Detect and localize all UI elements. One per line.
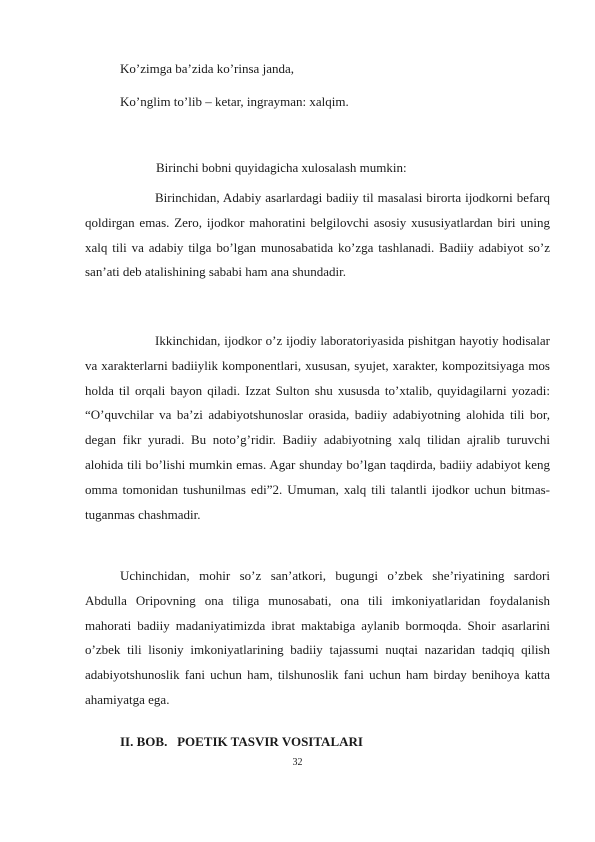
chapter-heading: II. BOB. POETIK TASVIR VOSITALARI	[120, 734, 363, 749]
paragraph-second: Ikkinchidan, ijodkor o’z ijodiy laboratoriyasida pishitgan hayotiy hodisalar va xarakterlarni badiiylik komponentlari, xususan, syujet, xarakter, kompozitsiyaga mos holda til orqali bayon qiladi. Izzat Sulton shu xususda to’xtalib, quyidagilarni yozadi: “O’quvchilar va ba’zi adabiyotshunoslar orasida, badiiy adabiyotning alohida tili bor, degan fikr yuradi. Bu noto’g’ridir. Badiiy adabiyotning xalq tilidan ajralib turuvchi alohida tili bo’lishi mumkin emas. Agar shunday bo’lgan taqdirda, badiiy adabiyot keng omma tomonidan tushunilmas edi”2. Umuman, xalq tili talantli ijodkor uchun bitmas-tuganmas chashmadir.	[85, 333, 550, 522]
page-number: 32	[292, 757, 303, 768]
paragraph-first: Birinchidan, Adabiy asarlardagi badiiy til masalasi birorta ijodkorni befarq qoldirgan emas. Zero, ijodkor mahoratini belgilovchi asosiy xususiyatlardan biri uning xalq tili va adabiy tilga bo’lgan munosabatida ko’zga tashlanadi. Badiiy adabiyot so’z san’ati deb atalishining sababi ham ana shundadir.	[85, 190, 550, 280]
poem-line-1: Ko’zimga ba’zida ko’rinsa janda,	[120, 61, 294, 76]
paragraph-third: Uchinchidan, mohir so’z san’atkori, bugungi o’zbek she’riyatining sardori Abdulla Oripovning ona tiliga munosabati, ona tili imkoniyatlaridan foydalanish mahorati badiiy madaniyatimizda ibrat maktabiga aylanib bormoqda. Shoir asarlarini o’zbek tili lisoniy imkoniyatlarining badiiy tajassumi nuqtai nazaridan tadqiq qilish adabiyotshunoslik fani uchun ham, tilshunoslik fani uchun ham birday benihoya katta ahamiyatga ega.	[85, 568, 550, 707]
conclusion-intro: Birinchi bobni quyidagicha xulosalash mumkin:	[156, 160, 407, 175]
poem-line-2: Ko’nglim to’lib – ketar, ingrayman: xalqim.	[120, 94, 349, 109]
